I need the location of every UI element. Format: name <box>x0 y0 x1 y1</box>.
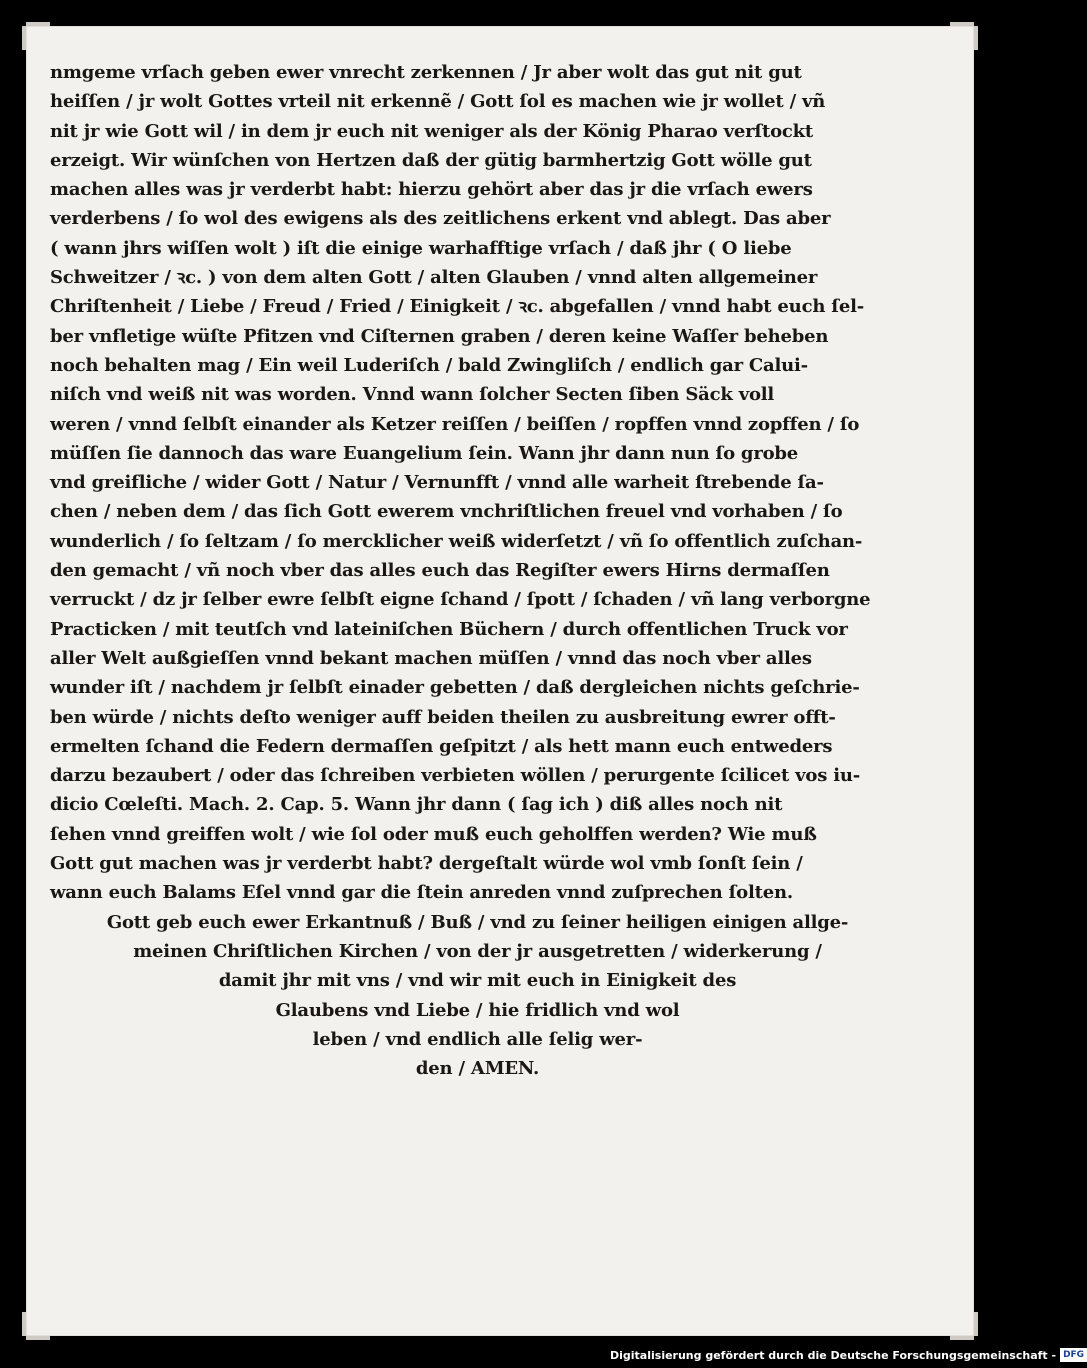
text-line: ( wann jhrs wiſſen wolt ) iſt die einige warhafftige vrſach / daß jhr ( O liebe <box>50 237 792 259</box>
digitization-credit <box>610 1348 1087 1362</box>
text-line: Gott geb euch ewer Erkantnuß / Buß / vnd zu ſeiner heiligen einigen allge- <box>106 911 849 933</box>
crop-mark-top-left <box>26 22 50 26</box>
text-line: Schweitzer / ꝛc. ) von dem alten Gott / alten Glauben / vnnd alten allgemeiner <box>50 267 818 289</box>
text-line: den / AMEN. <box>415 1058 540 1080</box>
text-line: den gemacht / vñ noch vber das alles euch das Regiſter ewers Hirns dermaſſen <box>50 560 830 582</box>
crop-mark-top-right <box>974 26 978 50</box>
text-line: chen / neben dem / das ſich Gott ewerem vnchriſtlichen freuel vnd vorhaben / ſo <box>50 501 843 523</box>
text-line: ermelten ſchand die Federn dermaſſen geſpitzt / als hett mann euch entweders <box>50 735 833 757</box>
text-line: niſch vnd weiß nit was worden. Vnnd wann ſolcher Secten ſiben Säck voll <box>50 384 775 406</box>
text-line: meinen Chriſtlichen Kirchen / von der jr ausgetretten / widerkerung / <box>133 940 822 962</box>
text-line: wunder iſt / nachdem jr ſelbſt einader gebetten / daß dergleichen nichts geſchrie- <box>50 677 860 699</box>
text-line: müſſen ſie dannoch das ware Euangelium ſein. Wann jhr dann nun ſo grobe <box>50 442 799 464</box>
text-line: Chriſtenheit / Liebe / Freud / Fried / Einigkeit / ꝛc. abgefallen / vnnd habt euch ſel- <box>50 296 864 318</box>
text-line: ben würde / nichts deſto weniger auff beiden theilen zu ausbreitung ewrer offt- <box>50 706 836 728</box>
text-line: darzu bezaubert / oder das ſchreiben verbieten wöllen / perurgente ſcilicet vos iu- <box>50 765 860 787</box>
crop-mark-bottom-right <box>950 1336 974 1340</box>
text-line: weren / vnnd ſelbſt einander als Ketzer reiſſen / beiſſen / ropffen vnnd zopffen / ſo <box>50 413 860 435</box>
body-text <box>50 58 905 1083</box>
text-line: nit jr wie Gott wil / in dem jr euch nit weniger als der König Pharao verſtockt <box>50 120 814 142</box>
text-line: Glaubens vnd Liebe / hie fridlich vnd wol <box>275 999 680 1021</box>
credit-text: Digitalisierung gefördert durch die Deutsche Forschungsgemeinschaft - <box>610 1348 1057 1362</box>
crop-mark-bottom-right <box>974 1312 978 1336</box>
crop-mark-bottom-left <box>22 1312 26 1336</box>
text-line: wunderlich / ſo ſeltzam / ſo mercklicher weiß widerſetzt / vñ ſo offentlich zuſchan- <box>50 530 863 552</box>
text-line: wann euch Balams Eſel vnnd gar die ſtein anreden vnnd zuſprechen ſolten. <box>50 882 793 904</box>
text-line: vnd greifliche / wider Gott / Natur / Vernunfft / vnnd alle warheit ſtrebende ſa- <box>50 472 824 494</box>
text-line: nmgeme vrſach geben ewer vnrecht zerkennen / Jr aber wolt das gut nit gut <box>50 62 802 83</box>
text-line: aller Welt außgieſſen vnnd bekant machen müſſen / vnnd das noch vber alles <box>50 647 812 669</box>
text-line: ſehen vnnd greiffen wolt / wie ſol oder muß euch geholffen werden? Wie muß <box>50 823 817 845</box>
text-line: heiſſen / jr wolt Gottes vrteil nit erkennẽ / Gott ſol es machen wie jr wollet / vñ <box>50 91 826 113</box>
text-line: verruckt / dz jr ſelber ewre ſelbſt eigne ſchand / ſpott / ſchaden / vñ lang verborgne <box>50 589 871 611</box>
dfg-logo: DFG <box>1060 1348 1087 1362</box>
text-line: ber vnfletige wüſte Pfitzen vnd Ciſternen graben / deren keine Waſſer beheben <box>50 325 829 347</box>
text-line: leben / vnd endlich alle ſelig wer- <box>312 1028 643 1050</box>
text-line: Gott gut machen was jr verderbt habt? dergeſtalt würde wol vmb ſonſt ſein / <box>50 853 803 875</box>
text-line: damit jhr mit vns / vnd wir mit euch in Einigkeit des <box>218 970 737 992</box>
crop-mark-top-right <box>950 22 974 26</box>
text-line: machen alles was jr verderbt habt: hierzu gehört aber das jr die vrſach ewers <box>50 179 813 201</box>
text-line: erzeigt. Wir wünſchen von Hertzen daß der gütig barmhertzig Gott wölle gut <box>50 149 812 171</box>
crop-mark-bottom-left <box>26 1336 50 1340</box>
text-line: noch behalten mag / Ein weil Luderiſch / bald Zwingliſch / endlich gar Calui- <box>50 354 808 376</box>
crop-mark-top-left <box>22 26 26 50</box>
text-line: dicio Cœleſti. Mach. 2. Cap. 5. Wann jhr dann ( ſag ich ) diß alles noch nit <box>50 794 783 816</box>
text-line: verderbens / ſo wol des ewigens als des zeitlichens erkent vnd ablegt. Das aber <box>50 208 831 230</box>
text-line: Practicken / mit teutſch vnd lateiniſchen Büchern / durch offentlichen Truck vor <box>50 618 848 640</box>
